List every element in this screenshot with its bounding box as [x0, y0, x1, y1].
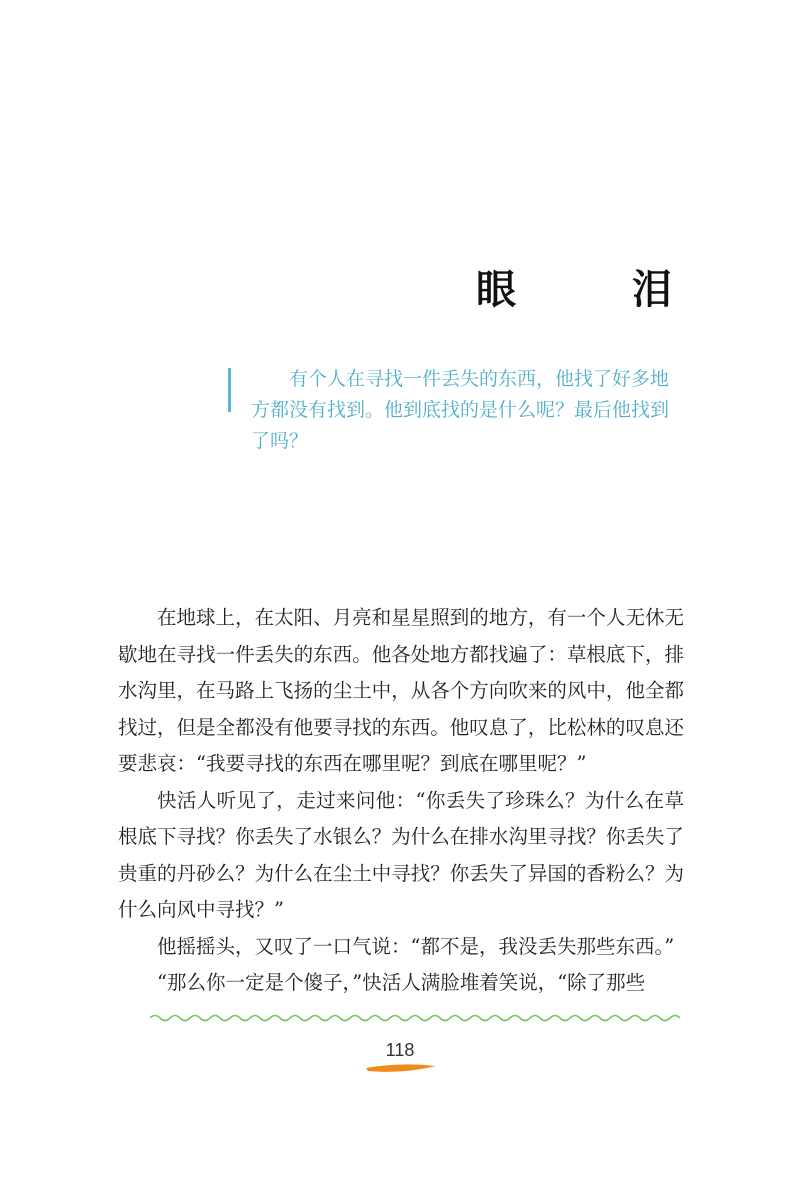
body-text	[118, 600, 684, 1002]
page-number: 118	[385, 1040, 415, 1060]
intro-accent-bar	[228, 368, 231, 412]
page-number-swoosh	[360, 1060, 440, 1074]
paragraph: “那么你一定是个傻子，”快活人满脸堆着笑说，“除了那些	[157, 971, 646, 994]
paragraph: 快活人听见了，走过来问他：“你丢失了珍珠么？为什么在草根底下寻找？你丢失了水银么？为什么在排水沟里寻找？你丢失了贵重的丹砂么？为什么在尘土中寻找？你丢失了异国的香粉么？为什么向风中寻找？”	[118, 788, 684, 921]
wavy-underline	[150, 1013, 680, 1023]
paragraph: 在地球上，在太阳、月亮和星星照到的地方，有一个人无休无歇地在寻找一件丢失的东西。他各处地方都找遍了：草根底下，排水沟里，在马路上飞扬的尘土中，从各个方向吹来的风中，他全都找过，但是全都没有他要寻找的东西。他叹息了，比松林的叹息还要悲哀：“我要寻找的东西在哪里呢？到底在哪里呢？”	[118, 606, 684, 775]
paragraph: 他摇摇头，又叹了一口气说：“都不是，我没丢失那些东西。”	[157, 934, 675, 958]
chapter-title: 眼 泪	[476, 267, 710, 313]
chapter-intro: 有个人在寻找一件丢失的东西，他找了好多地方都没有找到。他到底找的是什么呢？最后他找到了吗？	[251, 368, 670, 452]
